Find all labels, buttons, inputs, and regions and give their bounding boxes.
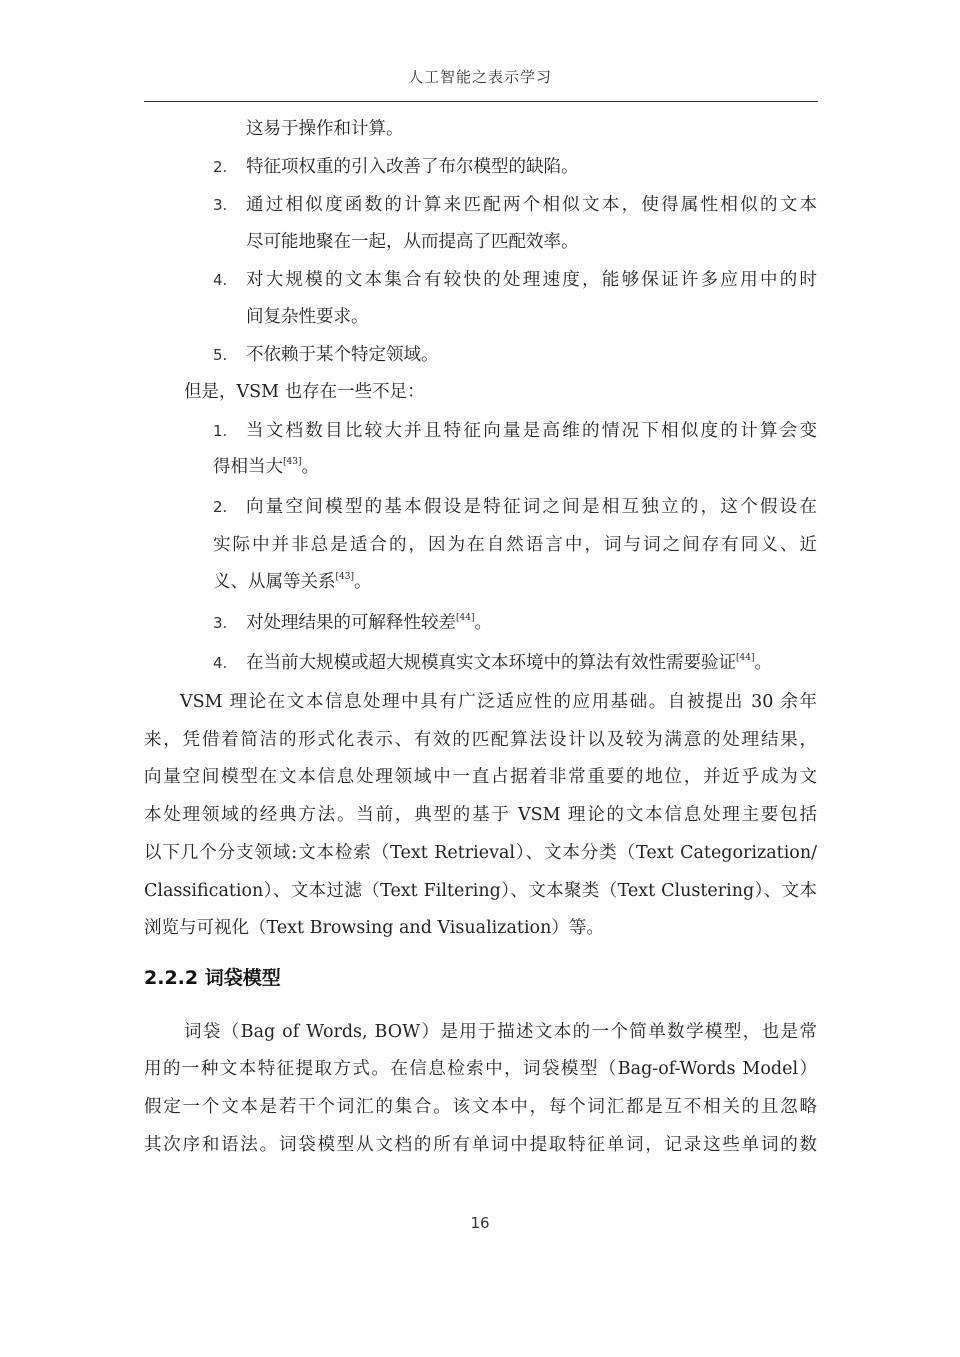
list-item-text-with-cite xyxy=(213,455,319,479)
list-item-text: 当文档数目比较大并且特征向量是高维的情况下相似度的计算会变 xyxy=(246,421,817,441)
list-number: 2. xyxy=(213,158,228,176)
header-rule xyxy=(144,101,818,102)
paragraph-line: 以下几个分支领域:文本检索（Text Retrieval）、文本分类（Text Categorization/ xyxy=(144,843,817,863)
list-item-text: 特征项权重的引入改善了布尔模型的缺陷。 xyxy=(246,157,579,177)
list-item-continuation: 这易于操作和计算。 xyxy=(246,119,404,139)
list-item-text: 对大规模的文本集合有较快的处理速度，能够保证许多应用中的时 xyxy=(246,270,817,290)
paragraph-line: 词袋（Bag of Words, BOW）是用于描述文本的一个简单数学模型，也是常 xyxy=(184,1022,817,1042)
list-item-text: 义、从属等关系 xyxy=(213,572,336,592)
sentence-end: 。 xyxy=(474,613,492,633)
paragraph-line: Classification）、文本过滤（Text Filtering）、文本聚类（Text Clustering）、文本 xyxy=(144,881,817,901)
list-item-text: 通过相似度函数的计算来匹配两个相似文本，使得属性相似的文本 xyxy=(246,195,817,215)
page-number: 16 xyxy=(470,1214,490,1232)
list-item-text-with-cite xyxy=(213,570,371,594)
list-number: 2. xyxy=(213,498,228,516)
citation: [43] xyxy=(335,572,354,582)
list-item-text-with-cite xyxy=(246,611,492,635)
shortcomings-intro: 但是，VSM 也存在一些不足： xyxy=(184,382,425,402)
list-item-text: 尽可能地聚在一起，从而提高了匹配效率。 xyxy=(246,232,579,252)
paragraph-line: VSM 理论在文本信息处理中具有广泛适应性的应用基础。自被提出 30 余年 xyxy=(180,692,817,712)
paragraph-line: 假定一个文本是若干个词汇的集合。该文本中，每个词汇都是互不相关的且忽略 xyxy=(144,1097,817,1117)
citation: [43] xyxy=(283,457,302,467)
list-item-text: 不依赖于某个特定领域。 xyxy=(246,345,439,365)
list-item-text: 在当前大规模或超大规模真实文本环境中的算法有效性需要验证 xyxy=(246,653,736,673)
list-item-text: 实际中并非总是适合的，因为在自然语言中，词与词之间存有同义、近 xyxy=(213,535,817,555)
citation: [44] xyxy=(456,613,475,623)
sentence-end: 。 xyxy=(754,653,772,673)
running-header: 人工智能之表示学习 xyxy=(407,68,552,86)
list-item-text: 向量空间模型的基本假设是特征词之间是相互独立的，这个假设在 xyxy=(246,497,817,517)
paragraph-line: 向量空间模型在文本信息处理领域中一直占据着非常重要的地位，并近乎成为文 xyxy=(144,767,817,787)
paragraph-line: 来，凭借着简洁的形式化表示、有效的匹配算法设计以及较为满意的处理结果， xyxy=(144,730,817,750)
paragraph-line: 本处理领域的经典方法。当前，典型的基于 VSM 理论的文本信息处理主要包括 xyxy=(144,805,817,825)
list-item-text: 间复杂性要求。 xyxy=(246,307,369,327)
paragraph-line: 浏览与可视化（Text Browsing and Visualization）等。 xyxy=(144,918,604,938)
section-heading: 2.2.2 词袋模型 xyxy=(144,967,281,989)
list-number: 4. xyxy=(213,654,228,672)
list-number: 4. xyxy=(213,271,228,289)
sentence-end: 。 xyxy=(353,572,372,592)
list-number: 3. xyxy=(213,196,228,214)
list-item-text: 对处理结果的可解释性较差 xyxy=(246,613,456,633)
list-item-text: 得相当大 xyxy=(213,457,283,477)
list-item-text-with-cite xyxy=(246,651,772,675)
paragraph-line: 用的一种文本特征提取方式。在信息检索中，词袋模型（Bag-of-Words Model） xyxy=(144,1059,817,1079)
list-number: 1. xyxy=(213,422,228,440)
list-number: 3. xyxy=(213,614,228,632)
citation: [44] xyxy=(736,653,755,663)
list-number: 5. xyxy=(213,346,228,364)
paragraph-line: 其次序和语法。词袋模型从文档的所有单词中提取特征单词，记录这些单词的数 xyxy=(144,1135,817,1155)
sentence-end: 。 xyxy=(301,457,319,477)
